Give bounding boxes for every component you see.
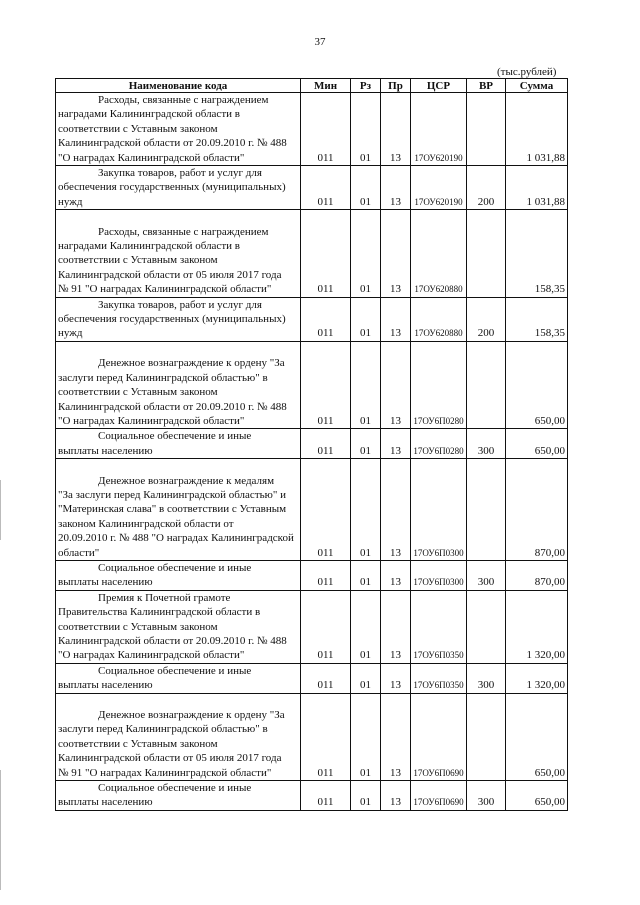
row-vr: 300 (467, 429, 506, 459)
table-header-row (56, 79, 568, 93)
row-name-line (58, 151, 298, 165)
row-name (56, 560, 301, 590)
row-name-text: Расходы, связанные с награждением (98, 94, 269, 106)
row-name-line (58, 312, 298, 326)
header-csr: ЦСР (411, 79, 467, 93)
row-csr: 17ОУ6П0690 (411, 781, 467, 811)
row-name-line (58, 268, 298, 282)
row-name-line (58, 342, 298, 356)
row-name-line (58, 678, 298, 692)
row-name-text: выплаты населению (58, 444, 153, 457)
row-rz: 01 (351, 166, 381, 210)
row-name (56, 210, 301, 297)
row-sum: 650,00 (506, 341, 568, 428)
row-name-text: обеспечения государственных (муниципальных) (58, 181, 286, 194)
row-name-text: Денежное вознаграждение к медалям (98, 474, 275, 487)
row-name-text: "Материнская слава" в соответствии с Уставным (58, 503, 287, 516)
row-name-text: № 91 "О наградах Калининградской области" (58, 283, 272, 296)
header-name: Наименование кода (56, 79, 301, 93)
row-name (56, 429, 301, 459)
row-name-line (58, 795, 298, 809)
row-name-text: Калининградской области от 05 июля 2017 года (58, 752, 282, 765)
row-name-text: нужд (58, 327, 83, 340)
row-name-line (58, 414, 298, 428)
row-rz: 01 (351, 781, 381, 811)
row-rz: 01 (351, 459, 381, 561)
row-name-text: выплаты населению (58, 796, 153, 809)
row-csr: 17ОУ6П0300 (411, 459, 467, 561)
row-rz: 01 (351, 429, 381, 459)
row-name (56, 781, 301, 811)
row-name-line (58, 282, 298, 296)
row-vr (467, 210, 506, 297)
row-rz: 01 (351, 560, 381, 590)
row-name-line (58, 210, 298, 224)
header-rz: Рз (351, 79, 381, 93)
row-name-line (58, 634, 298, 648)
row-name-text: заслуги перед Калининградской областью" в (58, 371, 268, 384)
row-csr: 17ОУ6П0280 (411, 429, 467, 459)
row-sum: 870,00 (506, 560, 568, 590)
row-name-line (58, 502, 298, 516)
row-name-text: Денежное вознаграждение к ордену "За (98, 709, 285, 721)
row-min: 011 (301, 429, 351, 459)
row-name-line (58, 180, 298, 194)
row-pr: 13 (381, 693, 411, 780)
row-vr: 300 (467, 781, 506, 811)
row-csr: 17ОУ620880 (411, 210, 467, 297)
row-pr: 13 (381, 663, 411, 693)
row-name-line (58, 400, 298, 414)
row-sum: 1 031,88 (506, 166, 568, 210)
row-name-line (58, 531, 298, 545)
row-sum: 650,00 (506, 429, 568, 459)
row-csr: 17ОУ6П0300 (411, 560, 467, 590)
budget-table (55, 78, 568, 811)
row-name-text: выплаты населению (58, 576, 153, 589)
row-name-text: Расходы, связанные с награждением (98, 225, 269, 238)
row-rz: 01 (351, 210, 381, 297)
row-name (56, 590, 301, 663)
row-name (56, 663, 301, 693)
row-name-line (58, 708, 298, 722)
scan-margin-mark (0, 770, 1, 890)
row-rz: 01 (351, 297, 381, 341)
table-row (56, 693, 568, 780)
header-vr: ВР (467, 79, 506, 93)
table-row (56, 560, 568, 590)
row-name-text: "О наградах Калининградской области" (58, 151, 245, 164)
row-pr: 13 (381, 341, 411, 428)
row-name-text: "О наградах Калининградской области" (58, 649, 245, 662)
row-csr: 17ОУ620190 (411, 93, 467, 166)
row-min: 011 (301, 781, 351, 811)
header-pr: Пр (381, 79, 411, 93)
row-csr: 17ОУ6П0280 (411, 341, 467, 428)
row-name-line (58, 225, 298, 239)
row-name-line (58, 93, 298, 107)
row-name-text: законом Калининградской области от (58, 517, 234, 530)
table-row (56, 297, 568, 341)
row-name-line (58, 459, 298, 473)
row-name-line (58, 253, 298, 267)
row-name-line (58, 239, 298, 253)
row-name-line (58, 591, 298, 605)
header-min: Мин (301, 79, 351, 93)
row-name-text: Закупка товаров, работ и услуг для (98, 167, 262, 180)
row-sum: 1 031,88 (506, 93, 568, 166)
table-row (56, 459, 568, 561)
row-rz: 01 (351, 341, 381, 428)
row-vr (467, 590, 506, 663)
row-pr: 13 (381, 781, 411, 811)
row-min: 011 (301, 166, 351, 210)
row-name-line (58, 326, 298, 340)
row-name-text: нужд (58, 195, 83, 208)
row-sum: 650,00 (506, 781, 568, 811)
row-pr: 13 (381, 93, 411, 166)
row-name-text: Денежное вознаграждение к ордену "За (98, 357, 285, 370)
row-min: 011 (301, 459, 351, 561)
row-name (56, 297, 301, 341)
row-name-line (58, 575, 298, 589)
row-vr: 200 (467, 297, 506, 341)
row-name-text: Социальное обеспечение и иные (98, 561, 252, 574)
row-vr: 300 (467, 560, 506, 590)
row-csr: 17ОУ6П0350 (411, 590, 467, 663)
row-name-line (58, 722, 298, 736)
row-name-line (58, 766, 298, 780)
row-vr (467, 93, 506, 166)
row-pr: 13 (381, 210, 411, 297)
row-name-line (58, 664, 298, 678)
row-name-line (58, 648, 298, 662)
row-name-line (58, 371, 298, 385)
row-name-line (58, 166, 298, 180)
scan-margin-mark (0, 480, 1, 540)
row-name (56, 341, 301, 428)
row-name-text: наградами Калининградской области в (58, 108, 240, 121)
row-vr (467, 341, 506, 428)
row-name-line (58, 356, 298, 370)
row-pr: 13 (381, 560, 411, 590)
row-name-text: заслуги перед Калининградской областью" в (58, 723, 268, 736)
row-csr: 17ОУ620190 (411, 166, 467, 210)
row-sum: 158,35 (506, 297, 568, 341)
row-rz: 01 (351, 693, 381, 780)
row-name-line (58, 517, 298, 531)
row-name-text: Калининградской области от 20.09.2010 г. № 488 (58, 634, 287, 647)
row-name-text: выплаты населению (58, 679, 153, 692)
row-name-text: Социальное обеспечение и иные (98, 430, 252, 443)
row-rz: 01 (351, 663, 381, 693)
row-csr: 17ОУ6П0690 (411, 693, 467, 780)
row-name-line (58, 429, 298, 443)
row-min: 011 (301, 693, 351, 780)
row-sum: 158,35 (506, 210, 568, 297)
header-sum: Сумма (506, 79, 568, 93)
row-name-text: Калининградской области от 20.09.2010 г. № 488 (58, 400, 287, 413)
row-name-text: Социальное обеспечение и иные (98, 664, 252, 677)
row-name-text: наградами Калининградской области в (58, 240, 240, 253)
row-vr (467, 459, 506, 561)
row-name-text: № 91 "О наградах Калининградской области" (58, 766, 272, 779)
row-pr: 13 (381, 166, 411, 210)
row-name-line (58, 781, 298, 795)
row-name (56, 693, 301, 780)
row-name-line (58, 195, 298, 209)
table-row (56, 429, 568, 459)
row-name-text: "О наградах Калининградской области" (58, 414, 245, 427)
row-name-line (58, 546, 298, 560)
row-name-line (58, 605, 298, 619)
row-name-text: соответствии с Уставным законом (58, 254, 218, 267)
row-name (56, 459, 301, 561)
row-name-text: Правительства Калининградской области в (58, 606, 261, 619)
table-row (56, 663, 568, 693)
row-name-text: Калининградской области от 05 июля 2017 года (58, 268, 282, 281)
row-name-line (58, 444, 298, 458)
row-name-text: Социальное обеспечение и иные (98, 782, 252, 795)
row-name-line (58, 694, 298, 708)
units-label: (тыс.рублей) (497, 66, 557, 78)
table-row (56, 166, 568, 210)
row-pr: 13 (381, 429, 411, 459)
page-number: 37 (314, 36, 326, 48)
row-name-text: соответствии с Уставным законом (58, 122, 218, 135)
row-name-text: соответствии с Уставным законом (58, 737, 218, 750)
row-min: 011 (301, 93, 351, 166)
row-name-line (58, 620, 298, 634)
row-name-line (58, 737, 298, 751)
row-min: 011 (301, 297, 351, 341)
row-rz: 01 (351, 93, 381, 166)
row-vr: 300 (467, 663, 506, 693)
row-min: 011 (301, 590, 351, 663)
row-name-text: обеспечения государственных (муниципальных) (58, 313, 286, 326)
row-csr: 17ОУ620880 (411, 297, 467, 341)
row-pr: 13 (381, 590, 411, 663)
row-name-line (58, 122, 298, 136)
table-row (56, 341, 568, 428)
row-name-text: соответствии с Уставным законом (58, 620, 218, 633)
row-name (56, 93, 301, 166)
row-pr: 13 (381, 459, 411, 561)
row-sum: 1 320,00 (506, 590, 568, 663)
row-name-text: Закупка товаров, работ и услуг для (98, 298, 262, 311)
table-row (56, 93, 568, 166)
row-min: 011 (301, 663, 351, 693)
row-sum: 1 320,00 (506, 663, 568, 693)
row-name (56, 166, 301, 210)
row-vr (467, 693, 506, 780)
row-sum: 650,00 (506, 693, 568, 780)
row-name-line (58, 298, 298, 312)
row-name-line (58, 385, 298, 399)
row-name-line (58, 561, 298, 575)
table-row (56, 210, 568, 297)
row-min: 011 (301, 560, 351, 590)
row-sum: 870,00 (506, 459, 568, 561)
row-rz: 01 (351, 590, 381, 663)
row-name-text: "За заслуги перед Калининградской областью" и (58, 488, 286, 501)
row-name-text: 20.09.2010 г. № 488 "О наградах Калининградской (58, 532, 294, 545)
row-vr: 200 (467, 166, 506, 210)
row-min: 011 (301, 210, 351, 297)
row-name-text: Премия к Почетной грамоте (98, 591, 231, 604)
row-name-line (58, 136, 298, 150)
row-name-line (58, 474, 298, 488)
row-min: 011 (301, 341, 351, 428)
row-name-line (58, 107, 298, 121)
table-row (56, 781, 568, 811)
row-name-line (58, 751, 298, 765)
row-name-text: соответствии с Уставным законом (58, 386, 218, 399)
row-name-text: области" (58, 546, 100, 559)
row-name-text: Калининградской области от 20.09.2010 г. № 488 (58, 137, 287, 150)
row-csr: 17ОУ6П0350 (411, 663, 467, 693)
table-row (56, 590, 568, 663)
row-name-line (58, 488, 298, 502)
row-pr: 13 (381, 297, 411, 341)
